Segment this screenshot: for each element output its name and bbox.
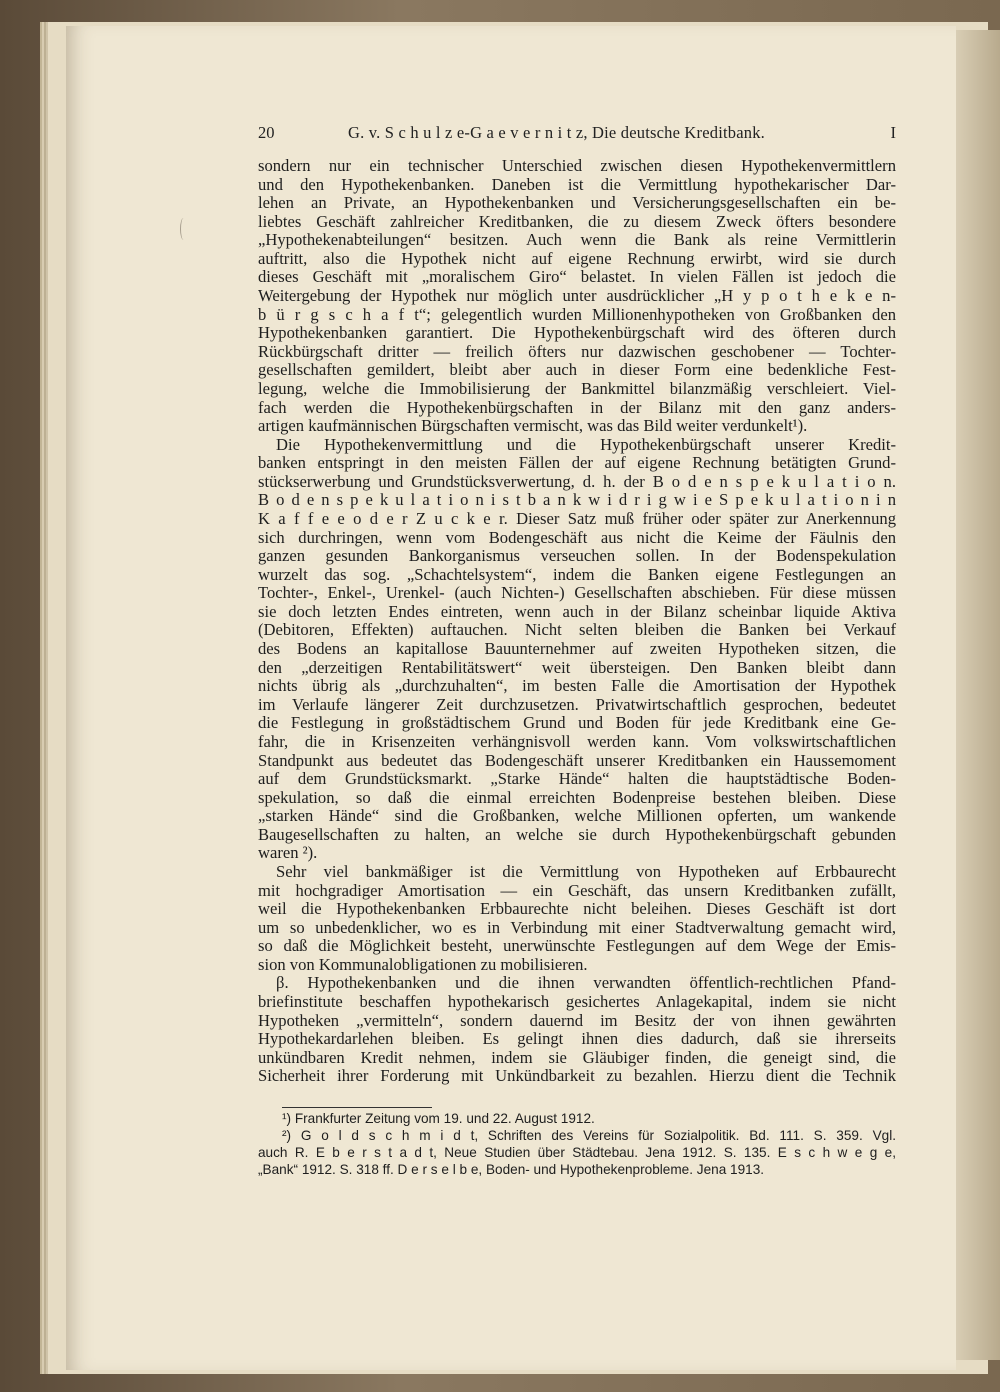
text-line: fach werden die Hypothekenbürgschaften in der Bilanz mit den ganz anders- (258, 397, 896, 417)
text-line: stückserwerbung und Grundstücksverwertung, d. h. der B o d e n s p e k u l a t i o n. (258, 471, 896, 491)
text-line: B o d e n s p e k u l a t i o n i s t b a n k w i d r i g w i e S p e k u l a t i o n i n (258, 490, 896, 510)
text-line: so daß die Möglichkeit besteht, unerwünschte Festlegungen auf dem Wege der Emis- (258, 936, 896, 956)
text-line: spekulation, so daß die einmal erreichten Bodenpreise bestehen bleiben. Diese (258, 787, 896, 807)
page-mark (180, 218, 187, 240)
text-line: weil die Hypothekenbanken Erbbaurechte nicht beleihen. Dieses Geschäft ist dort (258, 899, 896, 919)
text-line: sich durchringen, wenn vom Bodengeschäft aus nicht die Keime der Fäulnis den (258, 527, 896, 547)
text-line: die Festlegung in großstädtischem Grund und Boden für jede Kreditbank eine Ge- (258, 713, 896, 733)
text-line: briefinstitute beschaffen hypothekarisch gesichertes Anlagekapital, indem sie nicht (258, 992, 896, 1012)
text-line: Standpunkt aus bedeutet das Bodengeschäft unserer Kreditbanken ein Haussemoment (258, 750, 896, 770)
text-line: „Hypothekenabteilungen“ besitzen. Auch wenn die Bank als reine Vermittlerin (258, 230, 896, 250)
text-line: wurzelt das sog. „Schachtelsystem“, indem die Banken eigene Festlegungen an (258, 564, 896, 584)
footnote-rule (282, 1107, 432, 1108)
text-line: auftritt, also die Hypothek nicht auf eigene Rechnung erwirbt, wird sie durch (258, 248, 896, 268)
text-line: liebtes Geschäft zahlreicher Kreditbanken, die zu diesem Zweck öfters besondere (258, 211, 896, 231)
text-line: des Bodens an kapitallose Bauunternehmer auf zweiten Hypotheken sitzen, die (258, 639, 896, 659)
text-line: dieses Geschäft mit „moralischem Giro“ belastet. In vielen Fällen ist jedoch die (258, 267, 896, 287)
text-line: waren ²). (258, 843, 318, 863)
text-line: Baugesellschaften zu halten, an welche sie durch Hypothekenbürgschaft gebunden (258, 824, 896, 844)
text-line: Hypotheken „vermitteln“, sondern dauernd im Besitz der von ihnen gewährten (258, 1010, 896, 1030)
text-line: artigen kaufmännischen Bürgschaften vermischt, was das Bild weiter verdunkelt¹). (258, 416, 808, 436)
text-line: sion von Kommunalobligationen zu mobilisieren. (258, 954, 588, 974)
text-line: Rückbürgschaft dritter — freilich öfters nur dazwischen geschobener — Tochter- (258, 341, 896, 361)
text-line: legung, welche die Immobilisierung der Bankmittel bilanzmäßig verschleiert. Viel- (258, 378, 896, 398)
text-line: um so unbedenklicher, wo es in Verbindung mit einer Stadtverwaltung gemacht wird, (258, 917, 896, 937)
footnote-line: ²) G o l d s c h m i d t, Schriften des Vereins für Sozialpolitik. Bd. 111. S. 359. Vgl. (282, 1128, 896, 1143)
text-line: sie doch letzten Endes eintreten, wenn auch in der Bilanz scheinbar liquide Aktiva (258, 601, 896, 621)
running-head (258, 123, 896, 147)
text-line: fahr, die in Krisenzeiten verhängnisvoll werden kann. Vom volkswirtschaftlichen (258, 731, 896, 751)
text-line: (Debitoren, Effekten) auftauchen. Nicht selten bleiben die Banken bei Verkauf (258, 620, 896, 640)
text-line: Tochter-, Enkel-, Urenkel- (auch Nichten-) Gesellschaften abschieben. Für diese müssen (258, 583, 896, 603)
text-line: nichts übrig als „durchzuhalten“, im besten Falle die Amortisation der Hypothek (258, 676, 896, 696)
text-line: ganzen gesunden Bankorganismus verseuchen sollen. In der Bodenspekulation (258, 546, 896, 566)
text-line: auf dem Grundstücksmarkt. „Starke Hände“ halten die hauptstädtische Boden- (258, 769, 896, 789)
text-line: mit hochgradiger Amortisation — ein Geschäft, das unsern Kreditbanken zufällt, (258, 880, 896, 900)
text-line: und den Hypothekenbanken. Daneben ist die Vermittlung hypothekarischer Dar- (258, 174, 896, 194)
footnote-line: auch R. E b e r s t a d t, Neue Studien über Städtebau. Jena 1912. S. 135. E s c h w e g e, (258, 1145, 896, 1160)
text-line: Sehr viel bankmäßiger ist die Vermittlung von Hypotheken auf Erbbaurecht (276, 861, 896, 881)
text-line: Die Hypothekenvermittlung und die Hypothekenbürgschaft unserer Kredit- (276, 434, 896, 454)
footnote-line: „Bank“ 1912. S. 318 ff. D e r s e l b e, Boden- und Hypothekenprobleme. Jena 1913. (258, 1162, 765, 1177)
text-line: banken entspringt in den meisten Fällen der auf eigene Rechnung betätigten Grund- (258, 453, 896, 473)
text-line: im Verlaufe längerer Zeit durchzusetzen. Privatwirtschaftlich gesprochen, bedeutet (258, 694, 896, 714)
footnotes (258, 1110, 896, 1178)
text-line: sondern nur ein technischer Unterschied zwischen diesen Hypothekenvermittlern (258, 156, 896, 175)
text-line: lehen an Private, an Hypothekenbanken und Versicherungsgesellschaften ein be- (258, 193, 896, 213)
text-line: „starken Hände“ sind die Großbanken, welche Millionen opferten, um wankende (258, 806, 896, 826)
body-text (258, 157, 896, 1086)
running-title: G. v. S c h u l z e-G a e v e r n i t z, Die deutsche Kreditbank. (348, 123, 765, 142)
text-line: Hypothekardarlehen bleiben. Es gelingt ihnen dies dadurch, daß sie ihrerseits (258, 1029, 896, 1049)
text-line: K a f f e e o d e r Z u c k e r. Dieser Satz muß früher oder später zur Anerkennung (258, 508, 896, 528)
section-mark: I (890, 123, 896, 142)
text-line: Weitergebung der Hypothek nur möglich unter ausdrücklicher „H y p o t h e k e n- (258, 286, 896, 306)
text-line: Hypothekenbanken garantiert. Die Hypothekenbürgschaft wird des öfteren durch (258, 323, 896, 343)
text-line: gesellschaften gemildert, bleibt aber auch in dieser Form eine bedenkliche Fest- (258, 360, 896, 380)
text-line: β. Hypothekenbanken und die ihnen verwandten öffentlich-rechtlichen Pfand- (276, 973, 896, 993)
text-line: unkündbaren Kredit nehmen, indem sie Gläubiger finden, die geneigt sind, die (258, 1047, 896, 1067)
page-number: 20 (258, 123, 275, 142)
footnote-line: ¹) Frankfurter Zeitung vom 19. und 22. August 1912. (282, 1111, 595, 1126)
text-line: Sicherheit ihrer Forderung mit Unkündbarkeit zu bezahlen. Hierzu dient die Technik (258, 1066, 896, 1086)
facing-page-edge (955, 30, 1000, 1360)
text-line: den „derzeitigen Rentabilitätswert“ weit übersteigen. Den Banken bleibt dann (258, 657, 896, 677)
text-line: b ü r g s c h a f t“; gelegentlich wurden Millionenhypotheken von Großbanken den (258, 304, 896, 324)
